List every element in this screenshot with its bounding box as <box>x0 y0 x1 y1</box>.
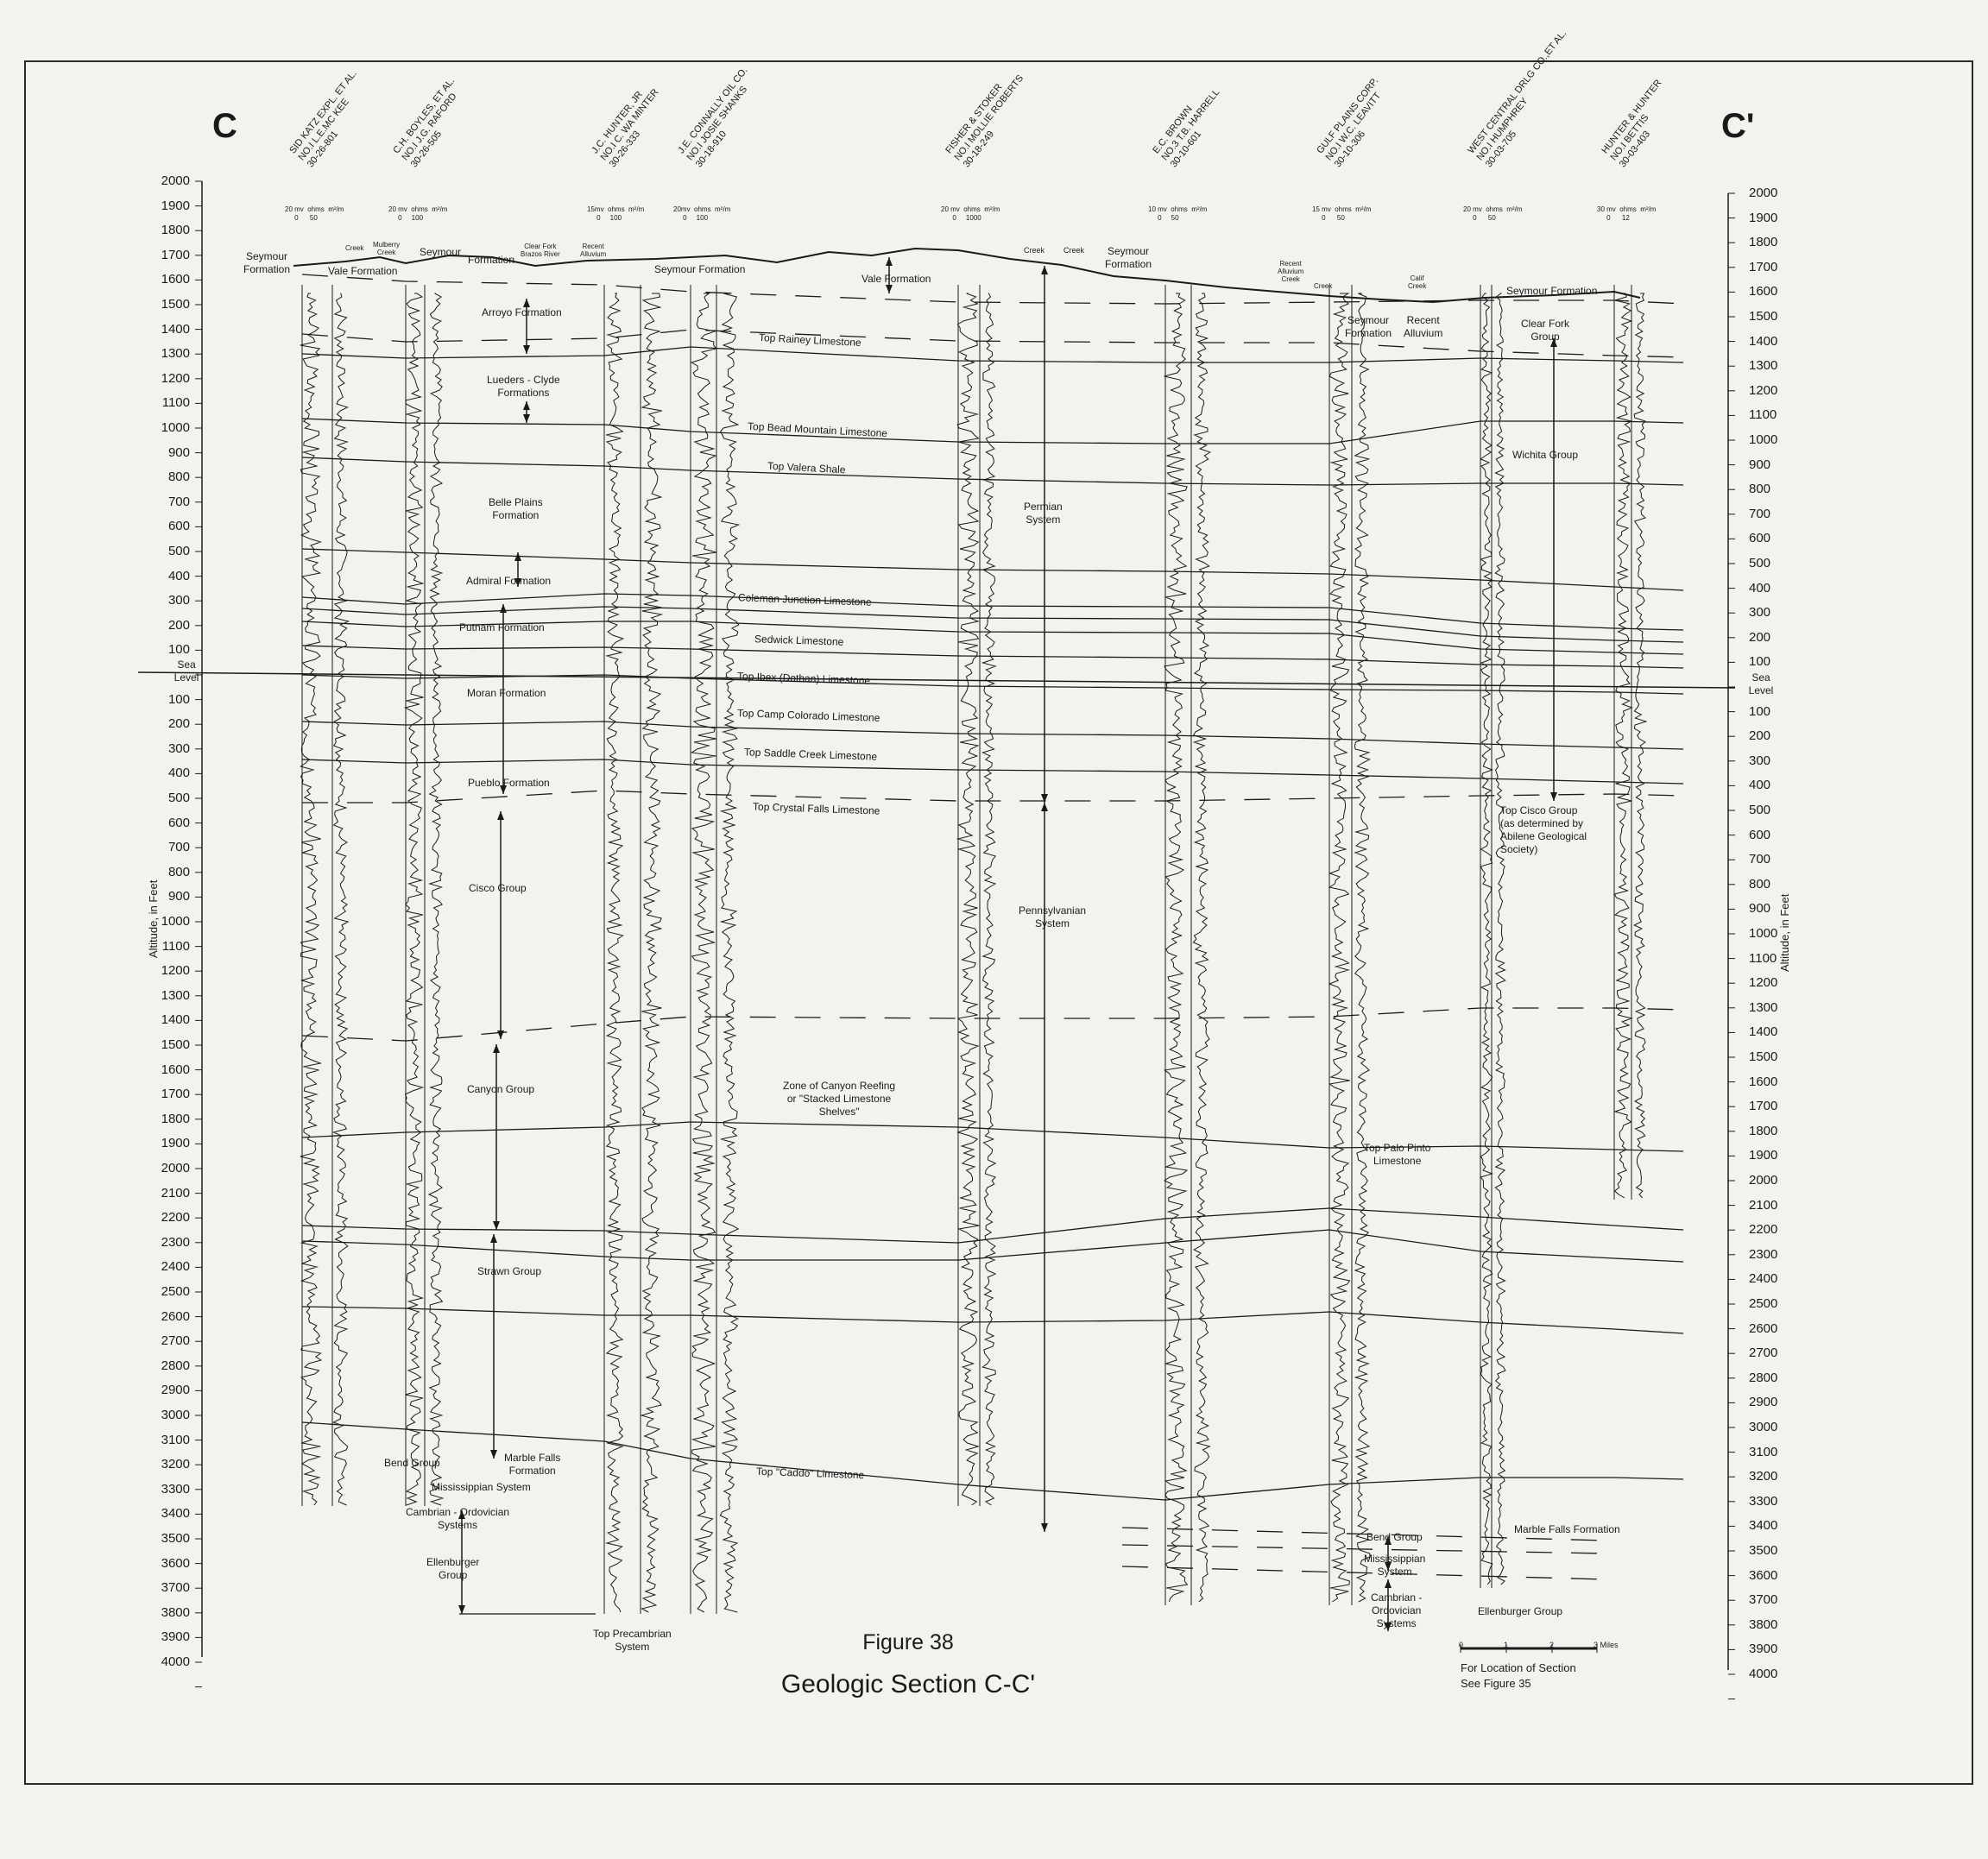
label-putnam: Putnam Formation <box>459 621 545 633</box>
left-axis-tick: 2700 <box>161 1333 190 1349</box>
label-mississippian-left: Mississippian System <box>432 1481 531 1493</box>
electric-log-trace <box>1164 293 1188 1602</box>
label-cambrian-right: Cambrian - Ordovician Systems <box>1371 1591 1423 1629</box>
label-pennsylvanian: Pennsylvanian System <box>1019 904 1087 930</box>
left-axis-tick: 2100 <box>161 1185 190 1200</box>
right-axis-tick: 900 <box>1749 901 1771 917</box>
label-bend-left: Bend Group <box>384 1457 440 1469</box>
left-axis-tick: 2000 <box>161 173 190 188</box>
electric-log-trace <box>606 293 623 1612</box>
electric-log-trace <box>641 293 662 1612</box>
right-axis-tick: 1900 <box>1749 1148 1778 1163</box>
correlation-horizon <box>302 274 1683 304</box>
right-axis-tick: 2300 <box>1749 1246 1778 1262</box>
well-name: J.C. HUNTER, JR NO.I C. WA MINTER 30-26-333 <box>590 86 661 170</box>
right-axis-tick: 3100 <box>1749 1444 1778 1459</box>
right-axis-tick: 600 <box>1749 531 1771 546</box>
right-axis-tick: 3000 <box>1749 1420 1778 1434</box>
right-axis-tick: 800 <box>1749 876 1771 892</box>
left-axis-tick: 2500 <box>161 1284 190 1299</box>
right-axis-tick: 3200 <box>1749 1469 1778 1484</box>
right-axis-tick: 1700 <box>1749 1099 1778 1114</box>
right-axis-tick: 100 <box>1749 703 1771 719</box>
well-name: GULF PLAINS CORP. NO.I W.C. LEAVITT 30-10-306 <box>1315 75 1384 170</box>
cisco-extent-arrow-head <box>497 811 504 820</box>
canyon-extent-arrow-head <box>493 1221 500 1230</box>
label-belle-plains: Belle Plains Formation <box>489 496 543 521</box>
left-axis-tick: 2200 <box>161 1210 190 1226</box>
right-axis-tick: 2700 <box>1749 1345 1778 1361</box>
left-axis-tick: 600 <box>167 815 190 830</box>
label-marble-right: Marble Falls Formation <box>1514 1523 1620 1535</box>
pennsylvanian-extent-arrow-head <box>1041 1523 1048 1532</box>
label-sedwick: Sedwick Limestone <box>754 633 844 648</box>
well-log-scale: 20 mv ohms m²/m 0 100 <box>388 205 448 222</box>
left-axis-tick: 200 <box>167 716 190 732</box>
well-log-scale: 15 mv ohms m²/m 0 50 <box>1312 205 1372 222</box>
right-axis-tick: 1900 <box>1749 210 1778 225</box>
well-log-scale: 10 mv ohms m²/m 0 50 <box>1148 205 1208 222</box>
scale-tick-0: 0 <box>1459 1641 1464 1649</box>
left-axis-tick: 1300 <box>161 346 190 362</box>
left-axis-tick: 2600 <box>161 1308 190 1324</box>
label-creek-2: Creek <box>1063 246 1085 255</box>
electric-log-trace <box>691 293 716 1612</box>
left-axis-tick: 3800 <box>161 1604 190 1620</box>
left-axis-tick: 100 <box>167 642 190 658</box>
left-axis-tick: 500 <box>167 544 190 558</box>
right-axis-tick: 300 <box>1749 753 1771 768</box>
label-seymour-mid: Seymour <box>420 246 462 258</box>
right-axis-tick: 500 <box>1749 556 1771 570</box>
left-axis-tick: 100 <box>167 691 190 707</box>
label-creek-1: Creek <box>1024 246 1045 255</box>
right-axis-tick: 800 <box>1749 482 1771 497</box>
left-axis-tick: 3100 <box>161 1432 190 1447</box>
vale-extent-arrow-head <box>886 257 893 266</box>
left-axis-tick: 400 <box>167 766 190 781</box>
electric-log-trace <box>300 293 321 1505</box>
well-name: C.H. BOYLES, ET AL. NO.I J.G. RAFORD 30-26-505 <box>391 75 459 170</box>
label-mulberry: Mulberry Creek <box>373 241 401 256</box>
label-canyon-reefing: Zone of Canyon Reefing or "Stacked Limestone Shelves" <box>783 1080 896 1118</box>
label-top-crystal: Top Crystal Falls Limestone <box>752 800 880 817</box>
label-top-bead: Top Bead Mountain Limestone <box>747 419 888 440</box>
label-recent-alluvium-small: Recent Alluvium <box>580 243 607 258</box>
right-axis-tick: 3900 <box>1749 1642 1778 1657</box>
cambrian-extent-arrow-head <box>458 1605 465 1614</box>
left-axis-tick: 2000 <box>161 1161 190 1175</box>
right-axis-tick: 1600 <box>1749 1074 1778 1089</box>
right-axis-tick: 2800 <box>1749 1370 1778 1385</box>
label-moran: Moran Formation <box>467 687 546 699</box>
electric-log-trace <box>1329 293 1350 1602</box>
left-axis-tick: 1500 <box>161 1037 190 1052</box>
scale-tick-2: 2 <box>1549 1641 1555 1649</box>
correlation-horizon <box>302 1122 1683 1151</box>
label-creek-left: Creek <box>345 244 364 252</box>
left-axis-tick: 1900 <box>161 198 190 213</box>
right-axis-tick: 2200 <box>1749 1222 1778 1238</box>
label-top-saddle: Top Saddle Creek Limestone <box>743 746 878 763</box>
correlation-horizon <box>302 1208 1683 1243</box>
well-name: E.C. BROWN NO.3 T.B. HARRELL 30-10-601 <box>1151 87 1222 170</box>
label-pueblo: Pueblo Formation <box>468 777 550 789</box>
electric-log-trace <box>982 293 995 1505</box>
well-log-scale: 15mv ohms m²/m 0 100 <box>587 205 645 222</box>
right-axis-tick: 3600 <box>1749 1567 1778 1583</box>
right-axis-tick: 1300 <box>1749 358 1778 374</box>
left-axis-tick: 1800 <box>161 1111 190 1126</box>
left-axis-title: Altitude, in Feet <box>147 879 160 958</box>
right-axis-tick: 2000 <box>1749 186 1778 200</box>
correlation-horizon <box>302 1008 1683 1041</box>
label-admiral: Admiral Formation <box>466 575 552 587</box>
label-calif-creek: Calif Creek <box>1408 274 1427 290</box>
right-axis-tick: 4000 <box>1749 1667 1778 1681</box>
label-recent-alluvium-right: Recent Alluvium <box>1404 314 1443 339</box>
electric-log-trace <box>333 293 348 1505</box>
left-axis-tick: 1500 <box>161 297 190 312</box>
wichita-extent-arrow-head <box>1550 792 1557 801</box>
vale-extent-arrow-head <box>886 285 893 293</box>
right-axis-tick: 1100 <box>1749 407 1777 423</box>
left-axis-tick: 3300 <box>161 1481 190 1497</box>
label-cambrian-left: Cambrian - Ordovician Systems <box>406 1506 510 1531</box>
arroyo-extent-arrow-head <box>523 345 530 354</box>
right-axis-tick: 1800 <box>1749 1123 1778 1138</box>
right-axis-tick: 3800 <box>1749 1616 1778 1632</box>
right-axis-tick: 1000 <box>1749 432 1778 447</box>
left-axis-tick: 2400 <box>161 1259 190 1275</box>
left-axis-tick: 700 <box>167 494 190 509</box>
location-note: For Location of Section See Figure 35 <box>1461 1661 1576 1690</box>
right-axis-tick: 700 <box>1749 852 1771 867</box>
cisco-extent-arrow-head <box>497 1030 504 1039</box>
label-top-cisco: Top Cisco Group (as determined by Abilene Geological Society) <box>1500 804 1587 855</box>
left-axis-tick: 4000 <box>161 1654 190 1669</box>
electric-log-trace <box>720 293 738 1612</box>
electric-log-trace <box>1355 293 1370 1602</box>
section-start-label: C <box>212 107 237 145</box>
electric-log-trace <box>429 293 443 1505</box>
well-log-scale: 20 mv ohms m²/m 0 50 <box>1463 205 1523 222</box>
left-axis-tick: 900 <box>167 889 190 904</box>
left-axis-tick: 3000 <box>161 1408 190 1422</box>
right-axis-tick: 900 <box>1749 457 1771 472</box>
electric-log-trace <box>957 293 979 1505</box>
left-axis-tick: 1200 <box>161 963 190 979</box>
left-axis-tick: 3600 <box>161 1555 190 1571</box>
sea-level-left: Sea Level <box>174 659 199 684</box>
left-axis-tick: 3700 <box>161 1580 190 1596</box>
right-axis-title: Altitude, in Feet <box>1778 893 1791 972</box>
label-bend-right: Bend Group <box>1366 1531 1423 1543</box>
left-axis-tick: 700 <box>167 840 190 855</box>
right-axis-tick: 3300 <box>1749 1493 1778 1509</box>
right-axis-tick: 1800 <box>1749 235 1778 250</box>
correlation-horizon <box>302 457 1683 485</box>
electric-log-trace <box>405 293 423 1505</box>
label-permian: Permian System <box>1024 501 1063 526</box>
label-top-camp: Top Camp Colorado Limestone <box>736 707 880 724</box>
right-axis-tick: 700 <box>1749 506 1771 521</box>
right-axis-tick: 1000 <box>1749 926 1778 941</box>
cambrian-right-arrow-head <box>1385 1579 1392 1588</box>
lueders-extent-arrow-head <box>523 414 530 423</box>
label-top-valera: Top Valera Shale <box>767 459 846 476</box>
left-axis-tick: 800 <box>167 864 190 879</box>
left-axis-tick: 1400 <box>161 1012 190 1028</box>
right-axis-tick: 1400 <box>1749 1024 1778 1040</box>
left-axis-tick: 1200 <box>161 370 190 386</box>
right-axis-tick: 3700 <box>1749 1592 1778 1608</box>
figure-title: Geologic Section C-C' <box>780 1670 1036 1698</box>
left-axis-tick: 1000 <box>161 420 190 435</box>
label-seymour-mid2: Seymour Formation <box>654 263 746 275</box>
correlation-horizon <box>302 722 1683 749</box>
left-axis-tick: 1600 <box>161 1062 190 1077</box>
well-name: FISHER & STOKER NO.I MOLLIE ROBERTS 30-18-249 <box>944 72 1026 170</box>
well-log-scale: 30 mv ohms m²/m 0 12 <box>1597 205 1657 222</box>
right-axis-tick: 200 <box>1749 629 1771 645</box>
label-clearfork-brazos: Clear Fork Brazos River <box>521 243 560 258</box>
left-axis-tick: 1300 <box>161 987 190 1003</box>
label-top-precambrian: Top Precambrian System <box>593 1628 672 1653</box>
right-axis-tick: 1700 <box>1749 259 1778 274</box>
label-seymour-right1: Seymour Formation <box>1105 245 1152 270</box>
label-seymour-right3: Seymour Formation <box>1506 285 1598 297</box>
right-axis-tick: 1300 <box>1749 999 1778 1015</box>
left-axis-tick: 1100 <box>161 395 190 411</box>
label-top-rainey: Top Rainey Limestone <box>758 331 862 350</box>
left-axis-tick: 1400 <box>161 321 190 337</box>
label-mississippian-right: Mississippian System <box>1364 1553 1426 1578</box>
label-ellenburger-right: Ellenburger Group <box>1478 1605 1563 1617</box>
permian-extent-arrow-head <box>1041 266 1048 274</box>
lueders-extent-arrow-head <box>523 401 530 410</box>
correlation-horizon <box>302 419 1683 444</box>
well-log-scale: 20 mv ohms m²/m 0 1000 <box>941 205 1000 222</box>
label-seymour-right2: Seymour Formation <box>1345 314 1392 339</box>
right-axis-tick: 500 <box>1749 803 1771 817</box>
left-axis-tick: 200 <box>167 617 190 633</box>
right-axis-tick: 2600 <box>1749 1320 1778 1336</box>
label-arroyo: Arroyo Formation <box>482 306 562 318</box>
right-axis-tick: 3500 <box>1749 1543 1778 1558</box>
cisco-upper-arrow-head <box>500 604 507 613</box>
left-axis-tick: 3900 <box>161 1629 190 1645</box>
right-axis-tick: 1500 <box>1749 309 1778 324</box>
section-end-label: C' <box>1721 107 1755 145</box>
right-axis-tick: 2400 <box>1749 1271 1778 1287</box>
label-vale-left: Vale Formation <box>328 265 398 277</box>
right-axis-tick: 1400 <box>1749 333 1778 349</box>
left-axis-tick: 3400 <box>161 1506 190 1522</box>
figure-number: Figure 38 <box>862 1630 954 1654</box>
label-seymour-mid-formation: Formation <box>468 254 515 266</box>
left-axis-tick: 1700 <box>161 247 190 262</box>
right-axis-tick: 1100 <box>1749 950 1777 966</box>
left-axis-tick: 1100 <box>161 938 190 954</box>
scale-tick-3: 3 Miles <box>1594 1641 1619 1649</box>
label-wichita: Wichita Group <box>1512 449 1579 461</box>
label-lueders: Lueders - Clyde Formations <box>487 374 560 399</box>
correlation-horizon <box>302 1230 1683 1262</box>
label-top-caddo: Top "Caddo" Limestone <box>755 1465 865 1482</box>
strawn-extent-arrow-head <box>490 1234 497 1243</box>
label-strawn: Strawn Group <box>477 1265 542 1277</box>
right-axis-tick: 100 <box>1749 654 1771 670</box>
right-axis-tick: 1600 <box>1749 284 1778 299</box>
well-name: SID KATZ EXPL. ET AL. NO.I L.E.MC KEE 30-26-801 <box>287 68 359 170</box>
left-axis-tick: 2800 <box>161 1358 190 1373</box>
right-axis-tick: 1500 <box>1749 1049 1778 1064</box>
scale-tick-1: 1 <box>1504 1641 1509 1649</box>
left-axis-tick: 2300 <box>161 1234 190 1250</box>
right-axis-tick: 2000 <box>1749 1173 1778 1188</box>
left-axis-tick: 900 <box>167 444 190 460</box>
electric-log-trace <box>1634 293 1646 1198</box>
left-axis-tick: 1900 <box>161 1136 190 1151</box>
left-axis-tick: 1000 <box>161 914 190 929</box>
right-axis-tick: 2100 <box>1749 1197 1778 1213</box>
well-log-scale: 20 mv ohms m²/m 0 50 <box>285 205 344 222</box>
well-name: HUNTER & HUNTER NO.I BETTIS 30-03-403 <box>1600 78 1664 170</box>
label-top-ibex: Top Ibex (Dothan) Limestone <box>736 670 871 687</box>
label-recent-alluvium-creek: Recent Alluvium Creek <box>1278 260 1304 283</box>
sea-level-right: Sea Level <box>1748 671 1774 696</box>
electric-log-trace <box>1480 293 1493 1585</box>
right-axis-tick: 3400 <box>1749 1518 1778 1534</box>
well-name: J.E. CONNALLY OIL CO. NO.I JOSIE SHANKS 30-18-910 <box>676 65 750 170</box>
right-axis-tick: 2900 <box>1749 1395 1778 1410</box>
label-seymour-left: Seymour Formation <box>243 250 291 275</box>
left-axis-tick: 600 <box>167 519 190 534</box>
electric-log-trace <box>1495 293 1505 1585</box>
left-axis-tick: 800 <box>167 469 190 485</box>
label-top-palo-pinto: Top Palo Pinto Limestone <box>1364 1142 1431 1167</box>
left-axis-tick: 3200 <box>161 1457 190 1472</box>
well-log-scale: 20mv ohms m²/m 0 100 <box>673 205 731 222</box>
strawn-extent-arrow-head <box>490 1450 497 1459</box>
right-axis-tick: 300 <box>1749 605 1771 621</box>
left-axis-tick: 1800 <box>161 223 190 238</box>
left-axis-tick: 1700 <box>161 1087 190 1102</box>
left-axis-tick: 400 <box>167 568 190 583</box>
correlation-horizon <box>302 330 1683 357</box>
canyon-extent-arrow-head <box>493 1044 500 1053</box>
label-ellenburger-left: Ellenburger Group <box>426 1556 480 1581</box>
right-axis-tick: 400 <box>1749 580 1771 596</box>
pennsylvanian-extent-arrow-head <box>1041 803 1048 811</box>
label-vale-mid: Vale Formation <box>861 273 931 285</box>
left-axis-tick: 2900 <box>161 1383 190 1398</box>
electric-log-trace <box>1193 293 1210 1602</box>
label-clear-fork-group: Clear Fork Group <box>1521 318 1570 343</box>
right-axis-tick: 2500 <box>1749 1296 1778 1311</box>
label-coleman: Coleman Junction Limestone <box>737 591 872 608</box>
left-axis-tick: 1600 <box>161 272 190 287</box>
label-marble-left: Marble Falls Formation <box>504 1452 561 1477</box>
well-name: WEST CENTRAL DRLG CO.,ET AL. NO.I HUMPHREY 30-03-705 <box>1466 28 1569 170</box>
correlation-horizon <box>302 1307 1683 1333</box>
right-axis-tick: 600 <box>1749 827 1771 842</box>
label-creek-3: Creek <box>1314 282 1333 290</box>
left-axis-tick: 300 <box>167 593 190 608</box>
left-axis-tick: 300 <box>167 740 190 756</box>
right-axis-tick: 200 <box>1749 728 1771 744</box>
right-axis-tick: 1200 <box>1749 975 1778 991</box>
left-axis-tick: 3500 <box>161 1531 190 1546</box>
right-axis-tick: 400 <box>1749 778 1771 793</box>
label-cisco: Cisco Group <box>469 882 527 894</box>
electric-log-trace <box>1614 293 1631 1198</box>
right-axis-tick: 1200 <box>1749 382 1778 398</box>
left-axis-tick: 500 <box>167 791 190 805</box>
label-canyon: Canyon Group <box>467 1083 535 1095</box>
